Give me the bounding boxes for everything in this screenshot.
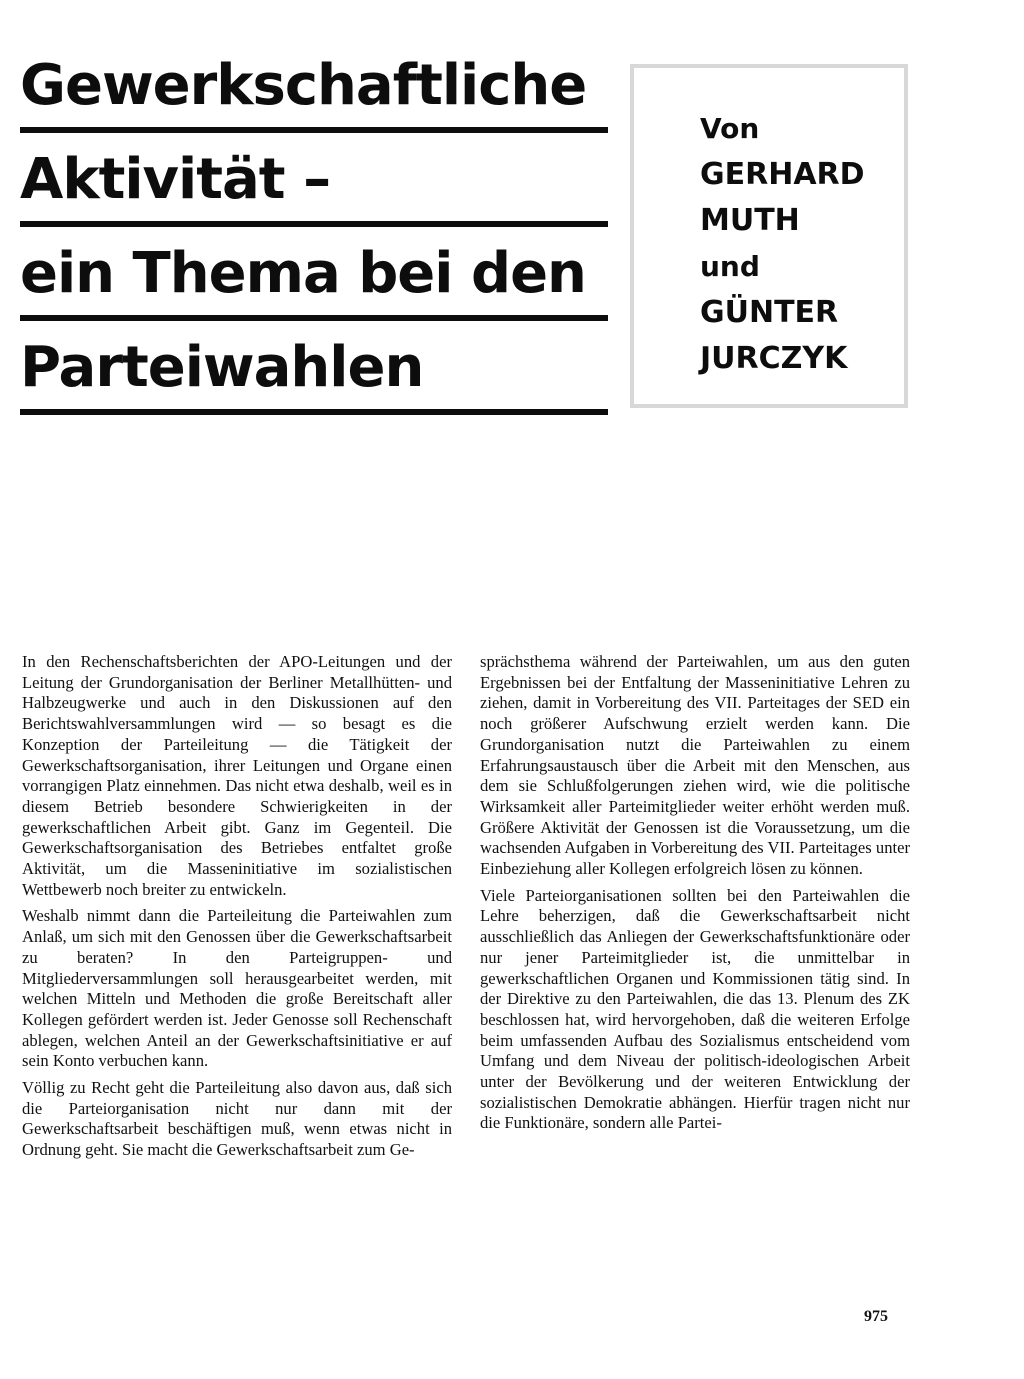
title-rule-1 (20, 127, 608, 133)
title-line-2: Aktivität – (20, 147, 331, 212)
paragraph: Viele Parteiorganisationen sollten bei den Parteiwahlen die Lehre beherzigen, daß die Gewerkschaftsarbeit nicht ausschließlich das Anliegen der Gewerkschaftsfunktionäre oder nur jener Parteimitglieder ist, die unmittelbar in gewerkschaftlichen Organen und Kommissionen tätig sind. In der Direktive zu den Parteiwahlen, die das 13. Plenum des ZK beschlossen hat, wird hervorgehoben, daß die weiteren Erfolge beim umfassenden Aufbau des Sozialismus entscheidend vom Umfang und dem Niveau der politisch-ideologischen Arbeit unter der Bevölkerung und der weiteren Entwicklung der sozialistischen Demokratie abhängen. Hierfür tragen nicht nur die Funktionäre, sondern alle Partei- (480, 885, 910, 1133)
byline-und: und (700, 250, 760, 283)
byline-box (630, 64, 908, 408)
body-column-right (480, 652, 910, 1140)
page-number: 975 (864, 1308, 888, 1325)
author-2-last-name: JURCZYK (700, 341, 848, 376)
title-line-1: Gewerkschaftliche (20, 53, 587, 118)
article-title (20, 55, 610, 431)
title-line-3: ein Thema bei den (20, 241, 586, 306)
body-column-left (22, 652, 452, 1167)
byline (700, 106, 865, 382)
paragraph: In den Rechenschaftsberichten der APO-Leitungen und der Leitung der Grundorganisation der Berliner Metallhütten- und Halbzeugwerke und auch in den Diskussionen auf den Berichtswahlversammlungen wird — so besagt es die Konzeption der Parteileitung — die Tätigkeit der Gewerkschaftsorganisation, ihrer Leitungen und Organe einen vorrangigen Platz einnehmen. Das nicht etwa deshalb, weil es in diesem Betrieb besondere Schwierigkeiten in der gewerkschaftlichen Arbeit gibt. Ganz im Gegenteil. Die Gewerkschaftsorganisation des Betriebes entfaltet große Aktivität, um die Masseninitiative im sozialistischen Wettbewerb noch breiter zu entwickeln. (22, 652, 452, 899)
title-rule-4 (20, 409, 608, 415)
byline-von: Von (700, 112, 760, 145)
title-rule-2 (20, 221, 608, 227)
title-line-4: Parteiwahlen (20, 335, 424, 400)
paragraph: Völlig zu Recht geht die Parteileitung also davon aus, daß sich die Parteiorganisation nicht nur dann mit der Gewerkschaftsarbeit beschäftigen muß, wenn etwas nicht in Ordnung geht. Sie macht die Gewerkschaftsarbeit zum Ge- (22, 1078, 452, 1160)
author-2-first-name: GÜNTER (700, 295, 839, 330)
paragraph: Weshalb nimmt dann die Parteileitung die Parteiwahlen zum Anlaß, um sich mit den Genossen über die Gewerkschaftsarbeit zu beraten? In den Parteigruppen- und Mitgliederversammlungen soll herausgearbeitet werden, mit welchen Mitteln und Methoden die große Bereitschaft aller Kollegen gefördert werden ist. Jeder Genosse soll Rechenschaft ablegen, welchen Anteil an der Gewerkschaftsinitiative er auf sein Konto verbuchen kann. (22, 906, 452, 1071)
paragraph: sprächsthema während der Parteiwahlen, um aus den guten Ergebnissen bei der Entfaltung der Masseninitiative Lehren zu ziehen, damit in Vorbereitung des VII. Parteitages der SED ein noch größerer Aufschwung erzielt werden kann. Die Grundorganisation nutzt die Parteiwahlen zu einem Erfahrungsaustausch über die Arbeit mit den Menschen, aus dem sie Schlußfolgerungen ziehen wird, wie die politische Wirksamkeit aller Parteimitglieder weiter erhöht werden muß. Größere Aktivität der Genossen ist die Voraussetzung, um die wachsenden Aufgaben in Vorbereitung des VII. Parteitages unter Einbeziehung aller Kollegen erfolgreich lösen zu können. (480, 652, 910, 879)
title-rule-3 (20, 315, 608, 321)
author-1-first-name: GERHARD (700, 157, 865, 192)
author-1-last-name: MUTH (700, 203, 800, 238)
